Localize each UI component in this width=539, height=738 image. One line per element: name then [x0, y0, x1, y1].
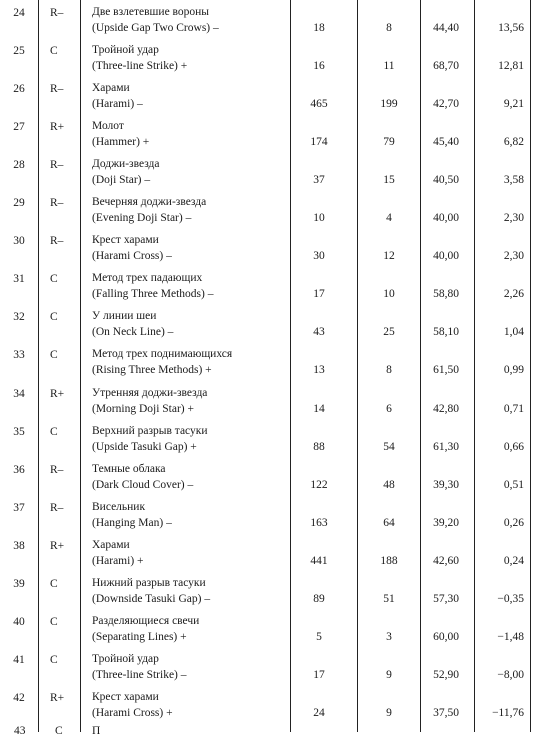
success-count: 9: [386, 706, 392, 719]
result-value: 2,26: [503, 288, 524, 301]
success-percent: 37,50: [433, 706, 459, 719]
pattern-name-english: (Three-line Strike) –: [92, 668, 187, 681]
success-count: 12: [383, 250, 395, 263]
table-row: [0, 190, 539, 228]
result-value: 13,56: [498, 22, 524, 34]
success-percent: 40,00: [433, 212, 459, 225]
table-row: [0, 609, 539, 647]
partial-row-number: 43: [14, 725, 26, 737]
row-number: 26: [13, 83, 25, 96]
table-row: [0, 419, 539, 457]
pattern-name-russian: Вечерняя доджи-звезда: [92, 196, 207, 209]
row-number: 34: [13, 387, 25, 400]
pattern-name-english: (Doji Star) –: [92, 174, 151, 187]
pattern-name-english: (Three-line Strike) +: [92, 60, 188, 73]
pattern-name-russian: Харами: [92, 82, 130, 95]
result-value: −11,76: [492, 706, 524, 719]
pattern-name-russian: Разделяющиеся свечи: [92, 614, 200, 627]
row-number: 42: [13, 691, 25, 704]
success-percent: 39,20: [433, 516, 459, 529]
result-value: 0,51: [503, 478, 524, 491]
row-number: 31: [13, 273, 25, 286]
table-row: [0, 114, 539, 152]
result-value: −8,00: [497, 668, 524, 681]
pattern-name-russian: Доджи-звезда: [92, 158, 160, 171]
partial-row-name: П: [92, 725, 101, 737]
pattern-type: R–: [50, 197, 64, 210]
success-count: 8: [386, 364, 392, 377]
table-row: [0, 685, 539, 723]
total-count: 89: [313, 592, 325, 605]
pattern-name-english: (Rising Three Methods) +: [92, 364, 212, 377]
total-count: 5: [316, 630, 322, 643]
pattern-name-russian: Метод трех падающих: [92, 272, 203, 285]
result-value: 0,99: [503, 364, 524, 377]
table-row: [0, 381, 539, 419]
pattern-name-russian: Две взлетевшие вороны: [92, 6, 210, 18]
row-number: 28: [13, 159, 25, 172]
pattern-name-english: (Morning Doji Star) +: [92, 402, 194, 415]
success-percent: 61,30: [433, 440, 459, 453]
pattern-name-english: (Harami Cross) –: [92, 250, 172, 263]
success-percent: 58,80: [433, 288, 459, 301]
partial-row-type: C: [55, 725, 63, 737]
success-percent: 45,40: [433, 136, 459, 149]
total-count: 43: [313, 326, 325, 339]
pattern-name-russian: Крест харами: [92, 690, 159, 703]
pattern-type: C: [50, 311, 58, 324]
pattern-type: R–: [50, 159, 64, 172]
success-percent: 60,00: [433, 630, 459, 643]
result-value: 0,71: [503, 402, 524, 415]
pattern-name-russian: Тройной удар: [92, 44, 159, 57]
success-count: 51: [383, 592, 395, 605]
success-count: 3: [386, 630, 392, 643]
pattern-name-english: (Harami Cross) +: [92, 706, 173, 719]
row-number: 30: [13, 235, 25, 248]
pattern-name-russian: У линии шеи: [92, 310, 157, 323]
result-value: 3,58: [503, 174, 524, 187]
pattern-name-english: (On Neck Line) –: [92, 326, 174, 339]
pattern-name-english: (Upside Gap Two Crows) –: [92, 22, 219, 34]
total-count: 465: [310, 98, 328, 111]
success-count: 25: [383, 326, 395, 339]
result-value: 2,30: [503, 250, 524, 263]
row-number: 40: [13, 615, 25, 628]
success-count: 4: [386, 212, 392, 225]
success-count: 188: [380, 554, 398, 567]
success-percent: 42,60: [433, 554, 459, 567]
table-row: [0, 38, 539, 76]
success-percent: 39,30: [433, 478, 459, 491]
total-count: 163: [310, 516, 328, 529]
success-percent: 42,70: [433, 98, 459, 111]
table-row: [0, 457, 539, 495]
pattern-name-english: (Evening Doji Star) –: [92, 212, 192, 225]
pattern-name-russian: Утренняя доджи-звезда: [92, 386, 208, 399]
pattern-name-english: (Dark Cloud Cover) –: [92, 478, 194, 491]
table-row: [0, 304, 539, 342]
success-count: 48: [383, 478, 395, 491]
pattern-type: R+: [50, 539, 65, 552]
result-value: −0,35: [497, 592, 524, 605]
success-percent: 68,70: [433, 60, 459, 73]
pattern-type: C: [50, 577, 58, 590]
total-count: 88: [313, 440, 325, 453]
pattern-name-russian: Верхний разрыв тасуки: [92, 424, 208, 437]
total-count: 37: [313, 174, 325, 187]
row-number: 25: [13, 45, 25, 58]
total-count: 441: [310, 554, 328, 567]
result-value: 9,21: [503, 98, 524, 111]
pattern-name-russian: Харами: [92, 538, 130, 551]
success-count: 6: [386, 402, 392, 415]
total-count: 17: [313, 288, 325, 301]
pattern-name-english: (Hanging Man) –: [92, 516, 172, 529]
pattern-name-english: (Upside Tasuki Gap) +: [92, 440, 197, 453]
total-count: 174: [310, 136, 328, 149]
row-number: 32: [13, 311, 25, 324]
pattern-name-english: (Harami) +: [92, 554, 144, 567]
table-row: [0, 342, 539, 380]
pattern-type: R+: [50, 691, 65, 704]
pattern-name-english: (Hammer) +: [92, 136, 150, 149]
table-row: [0, 647, 539, 685]
row-number: 38: [13, 539, 25, 552]
result-value: 0,24: [503, 554, 524, 567]
result-value: 0,26: [503, 516, 524, 529]
total-count: 18: [313, 22, 325, 34]
success-percent: 58,10: [433, 326, 459, 339]
pattern-type: C: [50, 425, 58, 438]
result-value: −1,48: [497, 630, 524, 643]
pattern-type: R+: [50, 387, 65, 400]
success-count: 11: [383, 60, 395, 73]
pattern-type: R–: [50, 83, 64, 96]
row-number: 24: [13, 7, 25, 19]
pattern-name-russian: Тройной удар: [92, 652, 159, 665]
row-number: 41: [13, 653, 25, 666]
pattern-type: R–: [50, 463, 64, 476]
pattern-type: R–: [50, 501, 64, 514]
result-value: 0,66: [503, 440, 524, 453]
success-count: 8: [386, 22, 392, 34]
total-count: 122: [310, 478, 328, 491]
table-row: [0, 266, 539, 304]
row-number: 33: [13, 349, 25, 362]
pattern-type: C: [50, 45, 58, 58]
success-count: 9: [386, 668, 392, 681]
pattern-type: R+: [50, 121, 65, 134]
table-row: [0, 228, 539, 266]
pattern-name-english: (Falling Three Methods) –: [92, 288, 214, 301]
success-percent: 42,80: [433, 402, 459, 415]
success-percent: 52,90: [433, 668, 459, 681]
pattern-name-russian: Крест харами: [92, 234, 159, 247]
success-percent: 61,50: [433, 364, 459, 377]
pattern-name-russian: Нижний разрыв тасуки: [92, 576, 206, 589]
total-count: 14: [313, 402, 325, 415]
success-count: 79: [383, 136, 395, 149]
result-value: 6,82: [503, 136, 524, 149]
table-row: [0, 495, 539, 533]
pattern-name-english: (Downside Tasuki Gap) –: [92, 592, 211, 605]
row-number: 29: [13, 197, 25, 210]
success-count: 199: [380, 98, 398, 111]
pattern-name-russian: Висельник: [92, 500, 146, 513]
pattern-name-russian: Метод трех поднимающихся: [92, 348, 233, 361]
pattern-name-russian: Темные облака: [92, 462, 166, 475]
pattern-type: C: [50, 349, 58, 362]
success-percent: 57,30: [433, 592, 459, 605]
total-count: 24: [313, 706, 325, 719]
total-count: 30: [313, 250, 325, 263]
row-number: 37: [13, 501, 25, 514]
result-value: 1,04: [503, 326, 524, 339]
row-number: 27: [13, 121, 25, 134]
table-row: [0, 152, 539, 190]
table-row: [0, 0, 539, 38]
table-row: [0, 76, 539, 114]
result-value: 2,30: [503, 212, 524, 225]
success-count: 10: [383, 288, 395, 301]
table-row: [0, 571, 539, 609]
success-percent: 40,00: [433, 250, 459, 263]
total-count: 16: [313, 60, 325, 73]
table-row: [0, 533, 539, 571]
result-value: 12,81: [498, 60, 524, 73]
pattern-name-english: (Separating Lines) +: [92, 630, 187, 643]
pattern-name-russian: Молот: [92, 120, 124, 133]
row-number: 35: [13, 425, 25, 438]
pattern-type: C: [50, 273, 58, 286]
pattern-type: C: [50, 615, 58, 628]
total-count: 10: [313, 212, 325, 225]
row-number: 39: [13, 577, 25, 590]
pattern-type: R–: [50, 235, 64, 248]
row-number: 36: [13, 463, 25, 476]
success-count: 15: [383, 174, 395, 187]
success-percent: 40,50: [433, 174, 459, 187]
pattern-type: R–: [50, 7, 64, 19]
total-count: 13: [313, 364, 325, 377]
pattern-type: C: [50, 653, 58, 666]
success-count: 54: [383, 440, 395, 453]
total-count: 17: [313, 668, 325, 681]
pattern-name-english: (Harami) –: [92, 98, 143, 111]
success-percent: 44,40: [433, 22, 459, 34]
success-count: 64: [383, 516, 395, 529]
